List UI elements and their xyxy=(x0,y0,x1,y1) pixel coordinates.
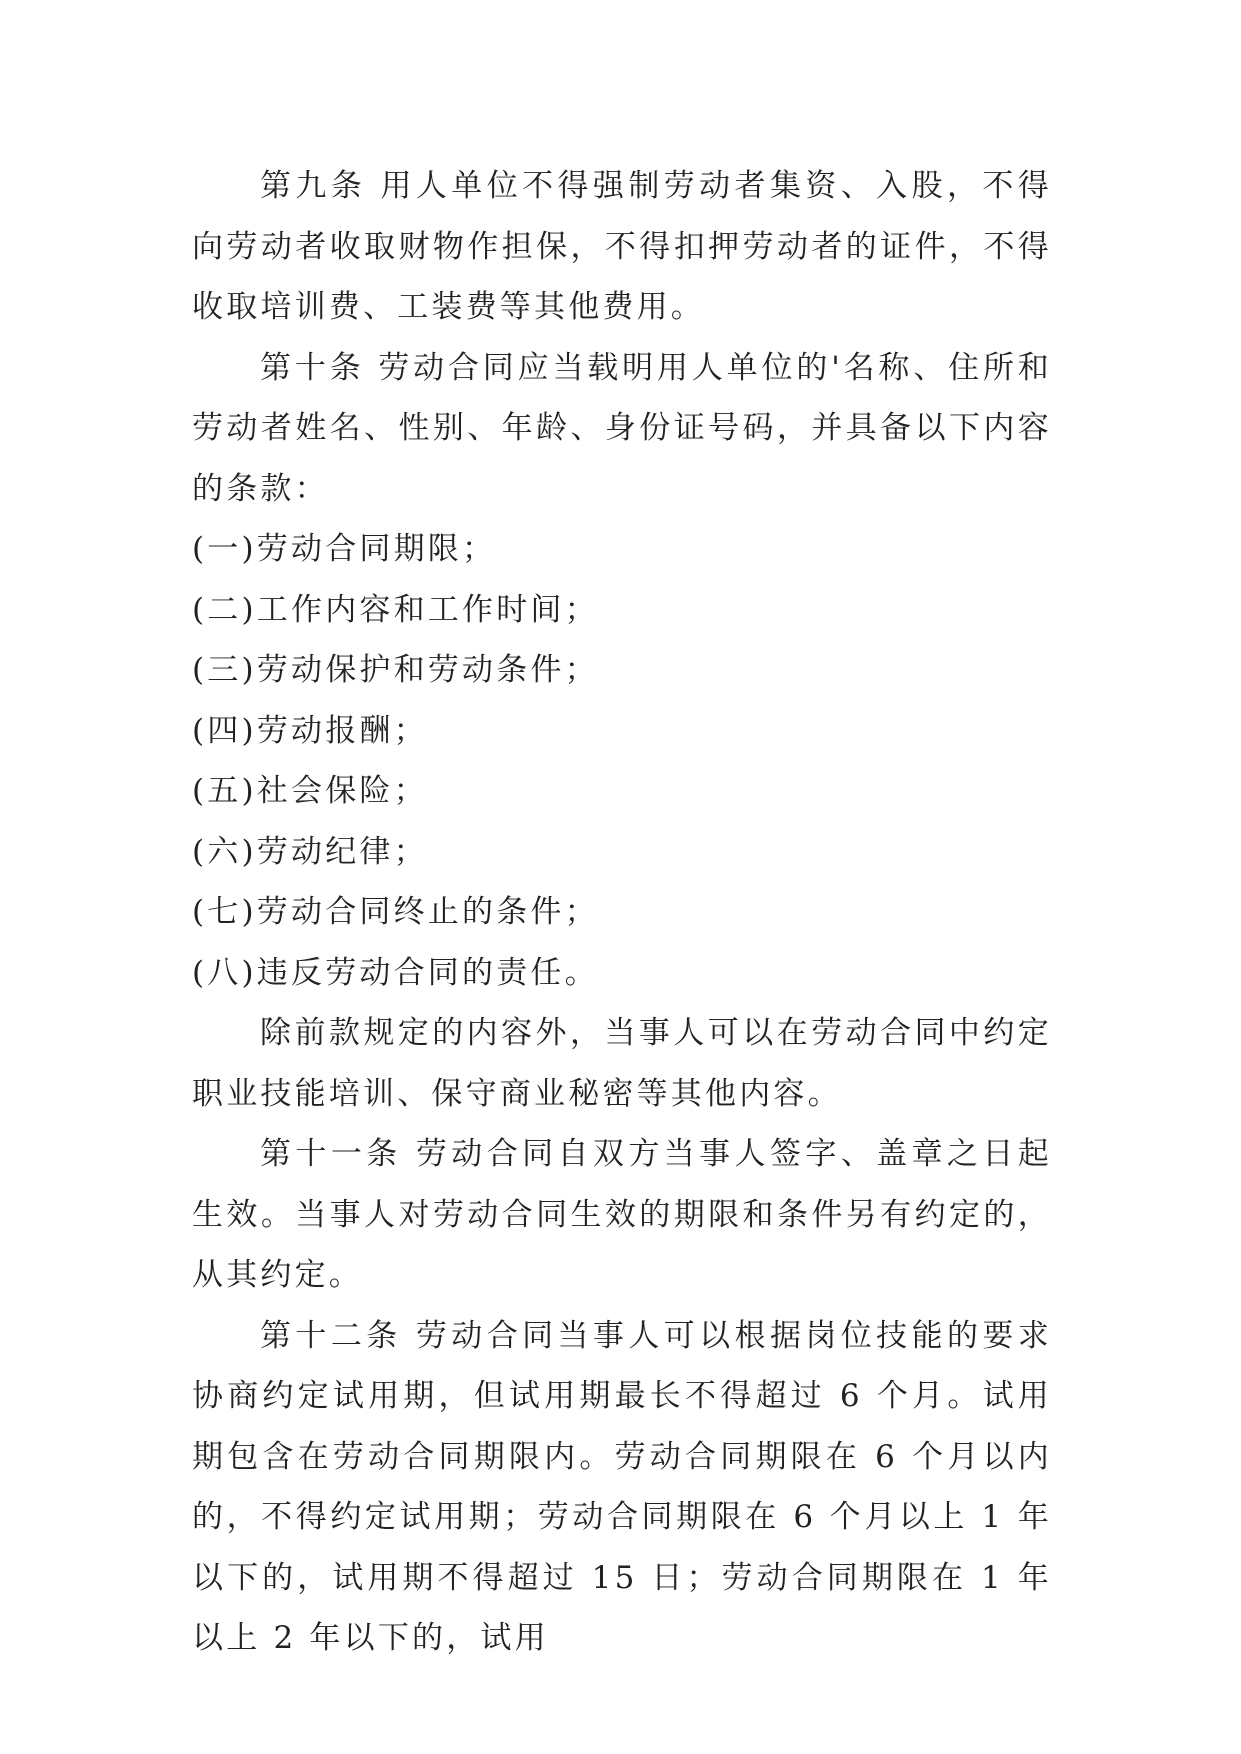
clause-item-1: (一)劳动合同期限； xyxy=(192,531,497,567)
clause-item-2: (二)工作内容和工作时间； xyxy=(192,591,599,628)
clause-item-7: (七)劳动合同终止的条件； xyxy=(192,894,599,930)
clause-item-8: (八)违反劳动合同的责任。 xyxy=(192,954,599,991)
clause-item-5: (五)社会保险； xyxy=(192,773,428,809)
clause-item-6: (六)劳动纪律； xyxy=(192,833,428,870)
additional-content-paragraph: 除前款规定的内容外，当事人可以在劳动合同中约定职业技能培训、保守商业秘密等其他内容。 xyxy=(192,1015,1052,1112)
article-10-paragraph: 第十条 劳动合同应当载明用人单位的'名称、住所和劳动者姓名、性别、年龄、身份证号码，并具备以下内容的条款： xyxy=(192,349,1052,507)
clause-item-4: (四)劳动报酬； xyxy=(192,712,428,749)
article-9-paragraph: 第九条 用人单位不得强制劳动者集资、入股，不得向劳动者收取财物作担保，不得扣押劳动者的证件，不得收取培训费、工装费等其他费用。 xyxy=(192,168,1052,325)
clause-item-3: (三)劳动保护和劳动条件； xyxy=(192,652,599,688)
article-11-paragraph: 第十一条 劳动合同自双方当事人签字、盖章之日起生效。当事人对劳动合同生效的期限和条件另有约定的，从其约定。 xyxy=(192,1136,1052,1293)
document-body xyxy=(192,156,1052,1669)
article-12-paragraph: 第十二条 劳动合同当事人可以根据岗位技能的要求协商约定试用期，但试用期最长不得超过 6 个月。试用期包含在劳动合同期限内。劳动合同期限在 6 个月以内的，不得约定试用期；劳动合同期限在 6 个月以上 1 年以下的，试用期不得超过 15 日；劳动合同期限在 1 年以上 2 年以下的，试用 xyxy=(192,1317,1052,1656)
